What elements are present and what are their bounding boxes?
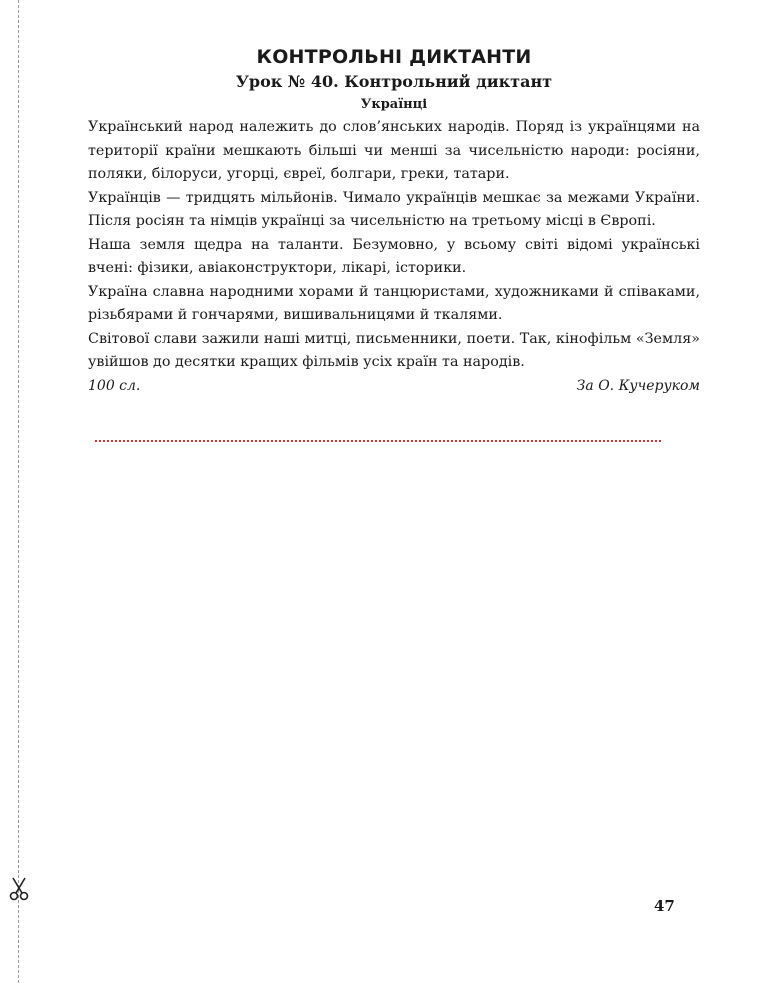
- source-attribution: За О. Кучеруком: [576, 377, 700, 394]
- paragraph-1-text: Український народ належить до слов’янських народів. Поряд із українцями на території країни мешкають більші чи менші за чисельністю народи: росіяни, поляки, білоруси, угорці, євреї, болгари, греки, татари.: [88, 119, 700, 182]
- scissors-icon: [8, 876, 30, 902]
- dictation-footer: [88, 375, 700, 398]
- dotted-divider: [95, 440, 661, 442]
- paragraph-2-text: Українців — тридцять мільйонів. Чимало українців мешкає за межами України. Після росіян та німців українці за чисельністю на третьому місці в Європі.: [88, 189, 700, 229]
- word-count: 100 сл.: [88, 377, 141, 394]
- page-number: 47: [654, 897, 675, 915]
- dictation-title: Українці: [360, 97, 428, 112]
- lesson-title: Урок № 40. Контрольний диктант: [235, 72, 553, 91]
- paragraph-4-text: Україна славна народними хорами й танцюристами, художниками й співаками, різьбярами й гончарями, вишивальницями й ткалями.: [88, 283, 700, 323]
- paragraph-2: [88, 187, 700, 234]
- paragraph-1: [88, 116, 700, 187]
- section-title: КОНТРОЛЬНІ ДИКТАНТИ: [256, 46, 532, 68]
- paragraph-3: [88, 234, 700, 281]
- paragraph-5-text: Світової слави зажили наші митці, письменники, поети. Так, кінофільм «Земля» увійшов до десятки кращих фільмів усіх країн та народів.: [88, 330, 700, 370]
- document-body: [88, 44, 700, 398]
- paragraph-3-text: Наша земля щедра на таланти. Безумовно, у всьому світі відомі українські вчені: фізики, авіаконструктори, лікарі, історики.: [88, 236, 700, 276]
- cut-line: [18, 0, 19, 983]
- paragraph-4: [88, 281, 700, 328]
- paragraph-5: [88, 328, 700, 375]
